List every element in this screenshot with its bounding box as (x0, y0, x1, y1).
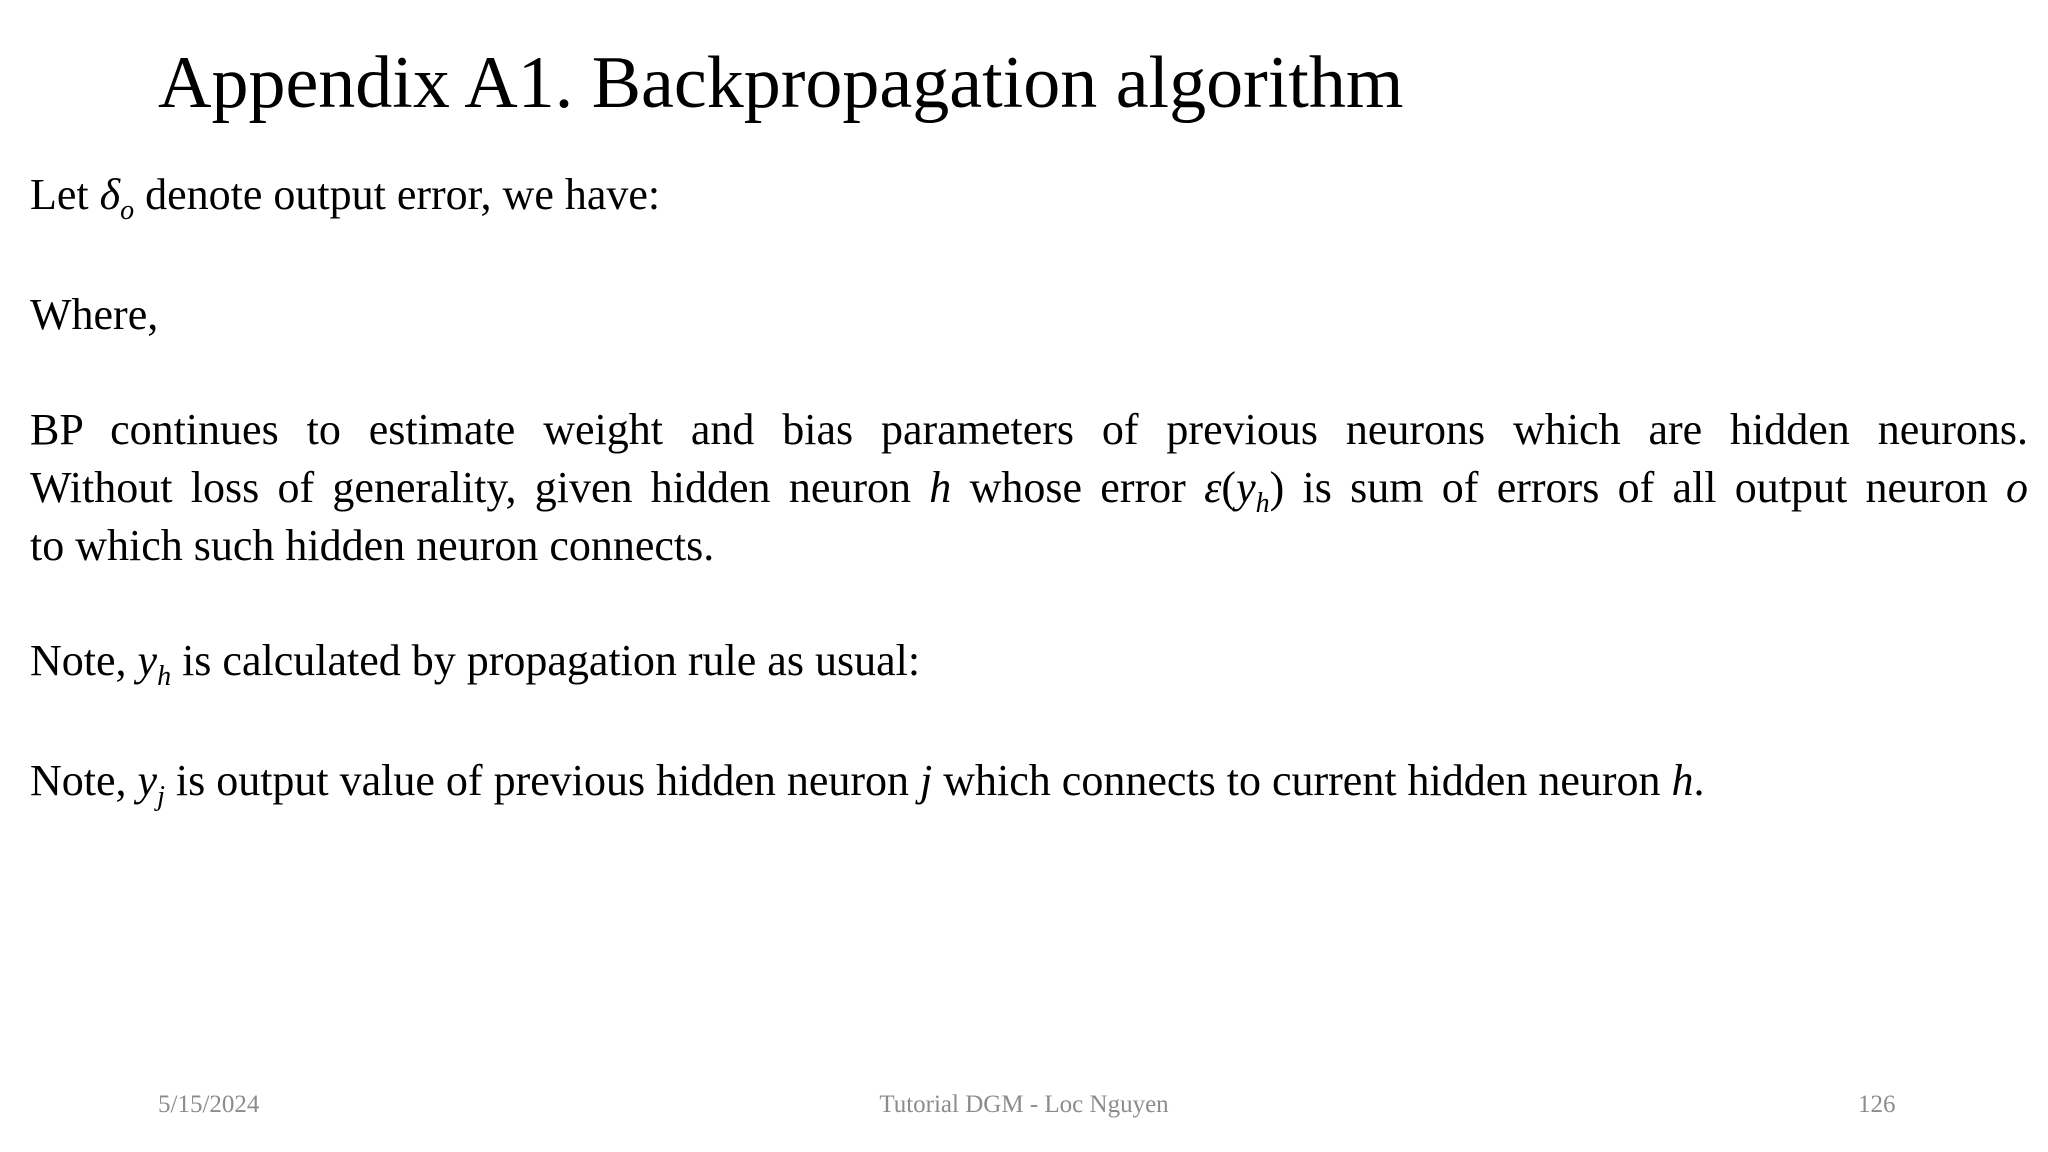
footer-title: Tutorial DGM - Loc Nguyen (879, 1091, 1169, 1118)
previous-neuron-note: Note, $y_j$ is output value of previous hidden neuron j which connects to current hidden neuron h. (30, 756, 1705, 812)
bp-paragraph-line-2: Without loss of generality, given hidden neuron h whose error $\varepsilon(y_h)$ is sum of errors of all output neuron o (30, 463, 2029, 519)
where-line: Where, (30, 290, 159, 339)
bp-paragraph (30, 401, 2028, 575)
page-number: 126 (1858, 1091, 1896, 1118)
propagation-rule-note: Note, $y_h$ is calculated by propagation rule as usual: (30, 636, 921, 692)
output-error-line: Let $\delta_o$ denote output error, we have: (30, 170, 661, 226)
footer-date: 5/15/2024 (158, 1091, 260, 1118)
bp-paragraph-line-1: BP continues to estimate weight and bias parameters of previous neurons which are hidden neurons. (30, 405, 2028, 454)
slide-title: Appendix A1. Backpropagation algorithm (158, 42, 1404, 124)
bp-paragraph-line-3: to which such hidden neuron connects. (30, 521, 715, 570)
